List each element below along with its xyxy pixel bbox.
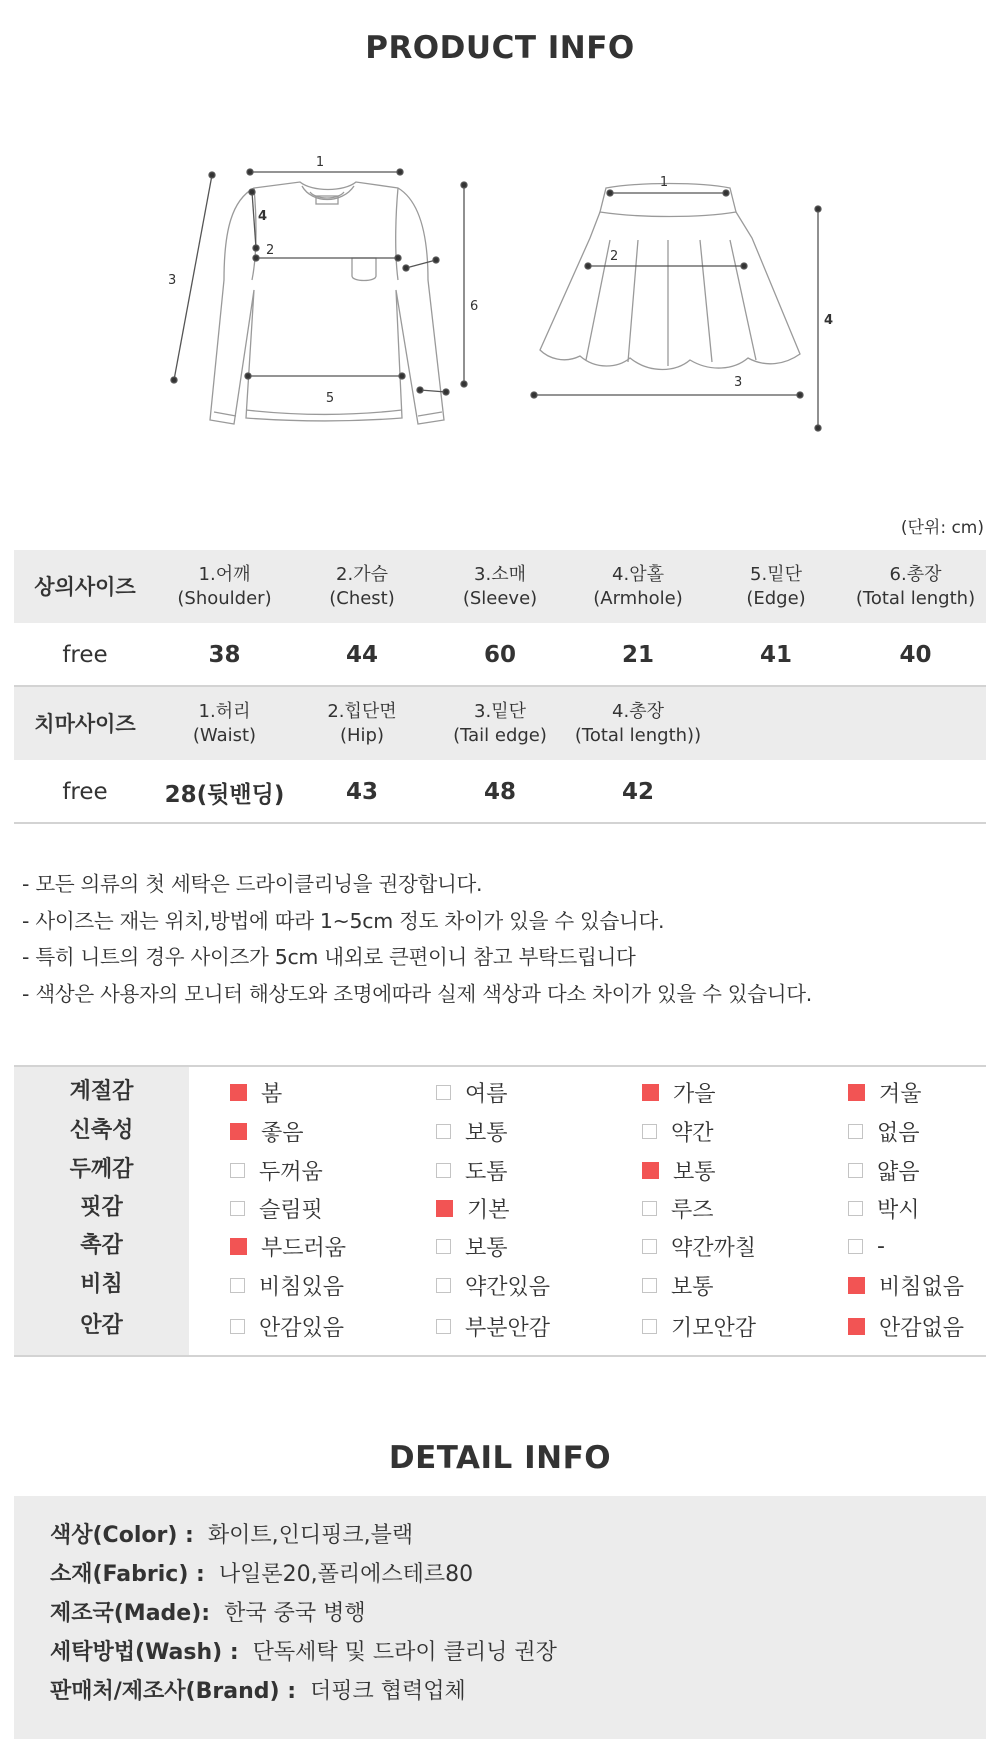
attribute-option [642,1073,716,1111]
table-row [14,623,986,687]
attribute-option-label: 기본 [467,1197,510,1223]
table-header-line: 치마사이즈 [34,711,136,736]
unchecked-box-icon [642,1124,657,1139]
unchecked-box-icon [230,1319,245,1334]
care-notes [22,866,812,1012]
unchecked-box-icon [642,1319,657,1334]
attribute-option-label: 부드러움 [261,1235,347,1261]
detail-value: 단독세탁 및 드라이 클리닝 권장 [252,1640,557,1665]
table-header-line: 6.총장 [889,563,942,585]
table-cell: 48 [483,779,516,805]
top-label-3: 3 [168,273,177,288]
unchecked-box-icon [230,1278,245,1293]
skirt-size-table [14,687,986,824]
attribute-option [230,1073,282,1111]
unit-label: (단위: cm) [900,518,984,538]
checked-box-icon [642,1084,659,1101]
table-cell: 40 [899,642,932,668]
attribute-label: 계절감 [69,1079,134,1104]
table-cell [707,760,845,824]
detail-row [50,1557,473,1588]
attribute-option-label: 없음 [877,1120,920,1146]
top-label-2: 2 [266,243,275,258]
unchecked-box-icon [848,1239,863,1254]
skirt-label-2: 2 [610,249,619,264]
table-cell [845,760,986,824]
table-cell: 21 [621,642,654,668]
detail-info-box [14,1496,986,1739]
table-header-line: 2.가슴 [336,563,388,585]
checked-box-icon [848,1277,865,1294]
attribute-option-label: 비침없음 [879,1274,965,1300]
attribute-option [642,1112,714,1150]
table-cell: free [62,642,108,668]
table-header-line: (Waist) [192,724,257,746]
attribute-option-label: 가을 [673,1081,716,1107]
attribute-option-label: 여름 [465,1081,508,1107]
table-cell: 43 [345,779,378,805]
table-cell: 44 [345,642,378,668]
unchecked-box-icon [848,1163,863,1178]
unchecked-box-icon [436,1124,451,1139]
attribute-option-label: 좋음 [261,1120,304,1146]
attribute-row [14,1151,986,1189]
table-header-line: 1.허리 [198,700,251,722]
attribute-option [642,1307,756,1345]
top-label-5: 5 [325,391,335,406]
detail-key: 제조국(Made): [50,1601,211,1626]
attribute-option-label: 약간 [671,1120,714,1146]
checked-box-icon [848,1084,865,1101]
attribute-option-label: 슬림핏 [259,1197,323,1223]
attribute-option-label: 두꺼움 [259,1159,323,1185]
attribute-option-label: 약간까칠 [671,1235,757,1261]
table-header-cell [569,687,707,760]
attribute-label: 비침 [80,1272,123,1297]
table-row [14,760,986,824]
top-size-table [14,550,986,687]
attribute-row [14,1112,986,1150]
attribute-row [14,1266,986,1304]
attribute-label: 안감 [80,1313,123,1338]
attribute-label: 핏감 [80,1195,123,1220]
attribute-option [848,1112,920,1150]
table-header-line: (Armhole) [593,587,683,609]
attribute-option-label: 얇음 [877,1159,920,1185]
attribute-option-label: 비침있음 [259,1274,345,1300]
table-header-line: 상의사이즈 [34,574,136,599]
table-header-line: 1.어깨 [198,563,251,585]
attribute-option [848,1307,964,1345]
product-info-title: PRODUCT INFO [365,30,635,66]
table-cell: 42 [621,779,654,805]
attribute-option-label: 보통 [673,1159,716,1185]
note-line: - 사이즈는 재는 위치,방법에 따라 1~5cm 정도 차이가 있을 수 있습니다. [22,908,665,933]
attribute-option [848,1073,922,1111]
attribute-table [14,1065,986,1357]
note-line: - 모든 의류의 첫 세탁은 드라이클리닝을 권장합니다. [22,872,483,896]
table-header-cell [845,687,986,760]
table-cell: 38 [208,642,241,668]
detail-value: 화이트,인디핑크,블랙 [207,1523,414,1548]
table-header-line: 3.소매 [474,563,526,585]
table-header-line: (Tail edge) [453,724,547,746]
skirt-label-4: 4 [824,313,834,328]
attribute-option [436,1151,508,1189]
table-header-line: (Hip) [339,724,384,746]
attribute-option-label: 안감있음 [259,1315,345,1341]
table-header-cell [707,687,845,760]
attribute-option [230,1307,344,1345]
attribute-option [230,1112,304,1150]
unchecked-box-icon [230,1201,245,1216]
table-header-row [14,550,986,623]
table-header-cell [569,550,707,623]
detail-key: 세탁방법(Wash) : [50,1640,239,1665]
attribute-option [848,1151,920,1189]
attribute-option [848,1189,920,1227]
attribute-option [436,1227,508,1265]
attribute-option-label: 루즈 [671,1197,714,1223]
top-label-4: 4 [258,209,268,224]
unchecked-box-icon [436,1163,451,1178]
attribute-option-label: 보통 [465,1235,508,1261]
attribute-option [230,1189,323,1227]
table-cell: free [62,779,108,805]
attribute-option-label: 박시 [877,1197,920,1223]
table-header-line: 3.밑단 [474,700,526,722]
table-header-line: 5.밑단 [750,563,802,585]
detail-info-title: DETAIL INFO [388,1440,612,1476]
attribute-option [436,1073,508,1111]
attribute-option-label: 도톰 [465,1159,508,1185]
table-cell: 60 [483,642,516,668]
unchecked-box-icon [642,1278,657,1293]
checked-box-icon [436,1200,453,1217]
table-header-cell [156,687,293,760]
table-header-cell [14,550,156,623]
attribute-option [642,1227,756,1265]
attribute-option [230,1266,344,1304]
table-header-line: (Shoulder) [177,587,272,609]
attribute-option-label: 기모안감 [671,1315,757,1341]
attribute-option-label: 보통 [465,1120,508,1146]
attribute-label: 신축성 [69,1118,134,1143]
table-header-line: (Chest) [329,587,395,609]
attribute-option-label: 약간있음 [465,1274,551,1300]
attribute-option [848,1266,964,1304]
table-header-cell [707,550,845,623]
checked-box-icon [230,1084,247,1101]
attribute-label: 촉감 [80,1233,123,1258]
table-cell: 41 [759,642,792,668]
detail-row [50,1518,413,1549]
table-header-line: (Edge) [746,587,806,609]
detail-value: 나일론20,폴리에스테르80 [218,1562,474,1587]
top-label-6: 6 [470,299,479,314]
note-line: - 특히 니트의 경우 사이즈가 5cm 내외로 큰편이니 참고 부탁드립니다 [22,945,636,969]
divider [14,822,986,824]
top-label-1: 1 [315,155,325,170]
size-diagram [0,130,1000,450]
attribute-option-label: 보통 [671,1274,714,1300]
attribute-option [848,1227,885,1265]
unchecked-box-icon [436,1085,451,1100]
table-header-line: (Total length)) [574,724,702,746]
checked-box-icon [230,1238,247,1255]
skirt-label-1: 1 [659,175,669,190]
detail-key: 색상(Color) : [50,1523,194,1548]
table-header-line: 4.암홀 [612,563,664,585]
unchecked-box-icon [848,1124,863,1139]
note-line: - 색상은 사용자의 모니터 해상도와 조명에따라 실제 색상과 다소 차이가 있을 수 있습니다. [22,981,813,1006]
detail-key: 판매처/제조사(Brand) : [50,1679,296,1704]
table-header-cell [14,687,156,760]
table-header-row [14,687,986,760]
attribute-option-label: - [877,1233,885,1259]
attribute-label: 두께감 [69,1157,134,1182]
table-header-line: (Sleeve) [462,587,538,609]
top-outline [210,182,444,424]
detail-value: 한국 중국 병행 [224,1601,366,1626]
unchecked-box-icon [436,1278,451,1293]
unchecked-box-icon [642,1239,657,1254]
attribute-option [436,1307,550,1345]
table-header-cell [845,550,986,623]
detail-row [50,1596,366,1627]
attribute-row [14,1189,986,1227]
checked-box-icon [848,1318,865,1335]
table-header-cell [156,550,293,623]
attribute-row [14,1227,986,1265]
attribute-option-label: 부분안감 [465,1315,551,1341]
attribute-option [642,1151,716,1189]
table-header-cell [293,687,431,760]
attribute-option [436,1112,508,1150]
table-header-line: 4.총장 [612,700,664,722]
attribute-option-label: 겨울 [879,1081,922,1107]
detail-value: 더핑크 협력업체 [310,1679,466,1704]
table-header-cell [431,687,569,760]
attribute-option [436,1266,550,1304]
attribute-option-label: 안감없음 [879,1315,965,1341]
attribute-row [14,1307,986,1345]
table-header-cell [293,550,431,623]
unchecked-box-icon [230,1163,245,1178]
detail-row [50,1674,466,1705]
table-header-line: 2.힙단면 [327,700,397,722]
unchecked-box-icon [436,1239,451,1254]
attribute-row [14,1073,986,1111]
table-header-cell [431,550,569,623]
unchecked-box-icon [848,1201,863,1216]
attribute-option [642,1266,714,1304]
attribute-option-label: 봄 [261,1081,283,1107]
attribute-option [642,1189,714,1227]
detail-row [50,1635,557,1666]
checked-box-icon [642,1162,659,1179]
table-cell: 28(뒷밴딩) [164,781,285,808]
attribute-option [230,1151,323,1189]
attribute-option [230,1227,346,1265]
unchecked-box-icon [642,1201,657,1216]
unchecked-box-icon [436,1319,451,1334]
attribute-option [436,1189,510,1227]
table-header-line: (Total length) [855,587,976,609]
checked-box-icon [230,1123,247,1140]
skirt-label-3: 3 [734,375,743,390]
detail-key: 소재(Fabric) : [50,1562,205,1587]
